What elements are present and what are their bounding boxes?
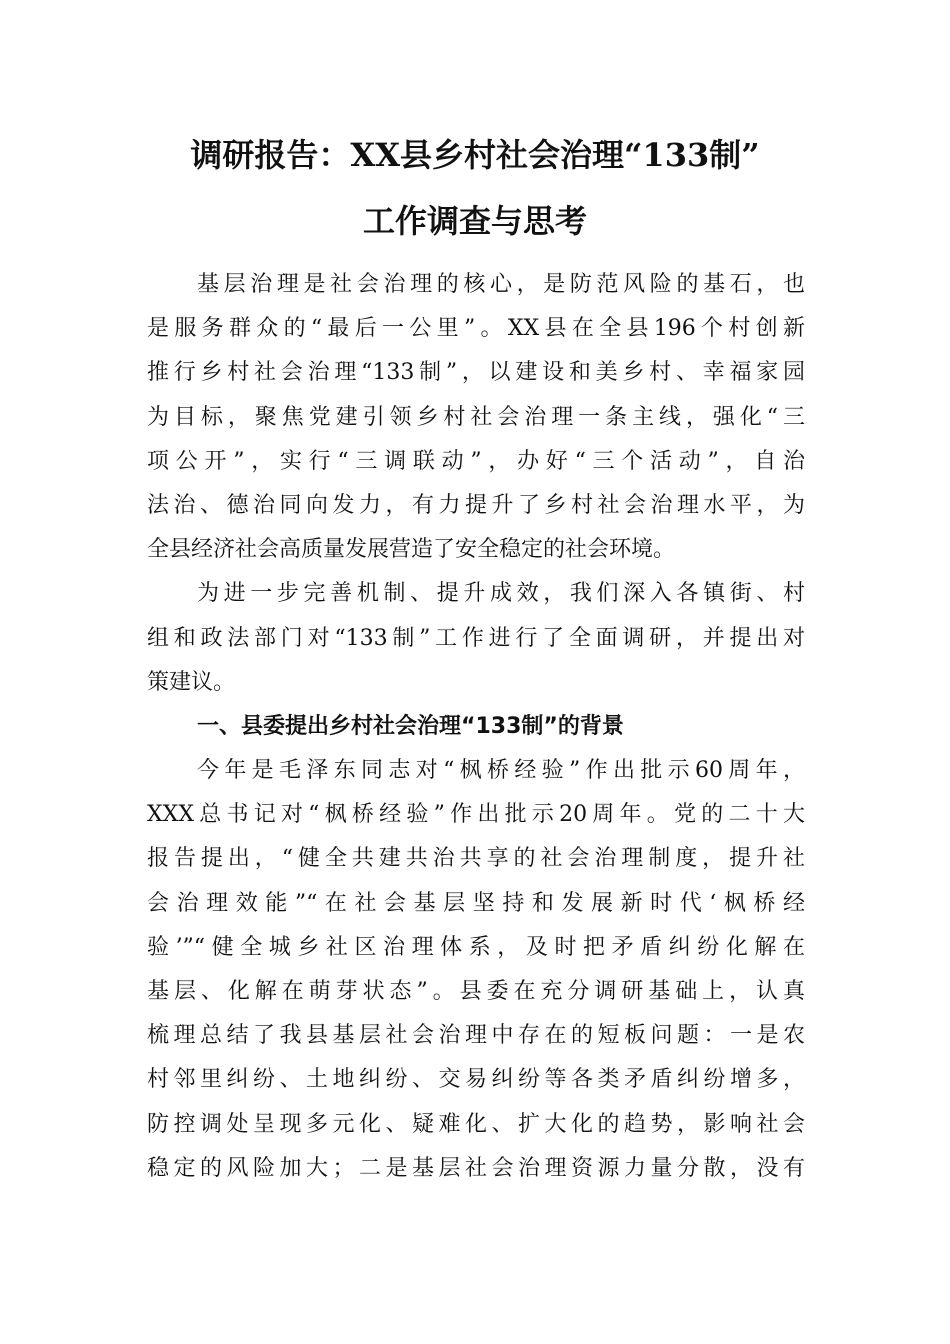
text-line: 报告提出，“健全共建共治共享的社会治理制度，提升社 — [147, 846, 805, 872]
text-line: 为目标，聚焦党建引领乡村社会治理一条主线，强化“三 — [147, 404, 805, 430]
text-line: 基层治理是社会治理的核心，是防范风险的基石，也 — [197, 272, 805, 297]
text-line: 村邻里纠纷、土地纠纷、交易纠纷等各类矛盾纠纷增多， — [147, 1067, 805, 1093]
document-title-line-2: 工作调查与思考 — [362, 202, 587, 240]
text-line: 会治理效能”“在社会基层坚持和发展新时代‘枫桥经 — [147, 890, 805, 916]
paragraph-intro — [147, 263, 805, 572]
text-line: 推行乡村社会治理“133制”，以建设和美乡村、幸福家园 — [147, 360, 805, 386]
text-line: 是服务群众的“最后一公里”。XX县在全县196个村创新 — [147, 316, 805, 342]
paragraph-background — [147, 749, 805, 1191]
text-line: 验’”“健全城乡社区治理体系，及时把矛盾纠纷化解在 — [147, 934, 805, 960]
section-heading: 一、县委提出乡村社会治理“133制”的背景 — [197, 713, 624, 739]
text-line: 全县经济社会高质量发展营造了安全稳定的社会环境。 — [147, 537, 676, 563]
paragraph-purpose — [147, 572, 805, 705]
text-line: 项公开”，实行“三调联动”，办好“三个活动”，自治 — [147, 448, 805, 474]
text-line: 法治、德治同向发力，有力提升了乡村社会治理水平，为 — [147, 492, 805, 518]
text-line: XXX总书记对“枫桥经验”作出批示20周年。党的二十大 — [147, 802, 805, 828]
document-title-line-1: 调研报告：XX县乡村社会治理“133制” — [190, 136, 760, 174]
text-line: 为进一步完善机制、提升成效，我们深入各镇街、村 — [197, 581, 805, 607]
text-line: 防控调处呈现多元化、疑难化、扩大化的趋势，影响社会 — [147, 1111, 805, 1137]
document-body — [147, 263, 805, 1191]
text-line: 组和政法部门对“133制”工作进行了全面调研，并提出对 — [147, 625, 805, 651]
text-line: 基层、化解在萌芽状态”。县委在充分调研基础上，认真 — [147, 979, 805, 1004]
text-line: 策建议。 — [147, 669, 236, 695]
text-line: 今年是毛泽东同志对“枫桥经验”作出批示60周年， — [197, 758, 805, 784]
text-line: 稳定的风险加大；二是基层社会治理资源力量分散，没有 — [147, 1155, 805, 1181]
text-line: 梳理总结了我县基层社会治理中存在的短板问题：一是农 — [147, 1023, 805, 1049]
